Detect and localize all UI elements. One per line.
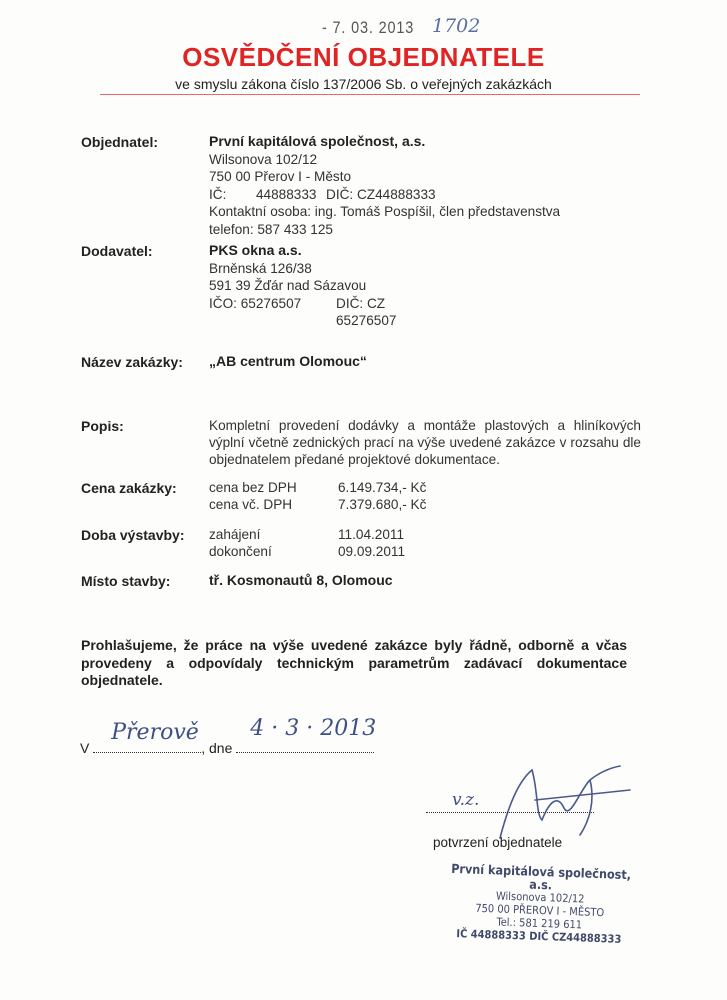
- objednatel-street: Wilsonova 102/12: [209, 151, 318, 167]
- objednatel-block: [209, 133, 560, 239]
- document-subtitle: ve smyslu zákona číslo 137/2006 Sb. o veřejných zakázkách: [175, 76, 552, 92]
- misto-label: Místo stavby:: [81, 573, 171, 589]
- document-title: OSVĚDČENÍ OBJEDNATELE: [182, 42, 545, 72]
- dodavatel-dic: DIČ: CZ 65276507: [336, 295, 397, 329]
- stamp-street: Wilsonova 102/12: [495, 889, 585, 906]
- stamp-name: První kapitálová společnost, a.s.: [450, 860, 632, 893]
- cena-row1-label: cena bez DPH: [209, 480, 297, 495]
- handwritten-reference-number: 1702: [432, 15, 481, 37]
- doba-rows: [209, 526, 469, 560]
- dodavatel-name: PKS okna a.s.: [209, 242, 302, 258]
- objednatel-city: 750 00 Přerov I - Město: [209, 169, 352, 185]
- cena-row1-value: 6.149.734,- Kč: [338, 480, 427, 495]
- date-dots: [236, 716, 377, 753]
- signature-caption: potvrzení objednatele: [433, 835, 563, 850]
- objednatel-ic: 44888333: [256, 186, 317, 202]
- nazev-label: Název zakázky:: [81, 354, 183, 370]
- doba-row2-value: 09.09.2011: [338, 544, 406, 559]
- place-date-line: [80, 716, 377, 756]
- signature-prefix: v.z.: [452, 790, 480, 810]
- cena-rows: [209, 479, 469, 513]
- date-handwritten: 4 · 3 · 2013: [250, 716, 377, 741]
- doba-row1-value: 11.04.2011: [338, 527, 405, 542]
- objednatel-contact: Kontaktní osoba: ing. Tomáš Pospíšil, člen představenstva: [209, 204, 561, 220]
- nazev-value: „AB centrum Olomouc“: [209, 353, 367, 369]
- dodavatel-block: [209, 242, 397, 329]
- popis-label: Popis:: [81, 418, 124, 434]
- doba-label: Doba výstavby:: [81, 527, 185, 543]
- place-handwritten: Přerově: [111, 720, 199, 745]
- dodavatel-city: 591 39 Žďár nad Sázavou: [209, 278, 367, 294]
- cena-label: Cena zakázky:: [81, 480, 177, 496]
- dodavatel-street: Brněnská 126/38: [209, 260, 312, 276]
- stamp-ids: IČ 44888333 DIČ CZ44888333: [456, 927, 622, 946]
- stamp-city: 750 00 PŘEROV I - MĚSTO: [475, 901, 605, 920]
- declaration-text: Prohlašujeme, že práce na výše uvedené zakázce byly řádně, odborně a včas provedeny a odpovídaly technickým parametrům zadávací dokumentace objednatele.: [81, 637, 627, 688]
- stamp-phone: Tel.: 581 219 611: [496, 915, 583, 932]
- cena-row2-value: 7.379.680,- Kč: [338, 497, 427, 512]
- signature-dots: [426, 812, 594, 813]
- cena-row2-label: cena vč. DPH: [209, 497, 293, 512]
- company-stamp: [439, 862, 642, 947]
- objednatel-dic: DIČ: CZ44888333: [326, 186, 436, 202]
- doba-row1-label: zahájení: [209, 527, 261, 542]
- objednatel-ic-label: IČ:: [209, 186, 227, 202]
- place-label: V: [80, 740, 90, 756]
- date-label: , dne: [201, 740, 233, 756]
- place-dots: [93, 720, 201, 753]
- popis-value: Kompletní provedení dodávky a montáže plastových a hliníkových výplní včetně zednických prací na výše uvedené zakázce v rozsahu dle objednatelem předané projektové dokumentace.: [209, 418, 641, 467]
- doba-row2-label: dokončení: [209, 544, 272, 559]
- objednatel-phone: telefon: 587 433 125: [209, 221, 333, 237]
- misto-value: tř. Kosmonautů 8, Olomouc: [209, 572, 393, 588]
- title-divider: [100, 94, 640, 95]
- received-date-stamp: - 7. 03. 2013: [322, 18, 415, 37]
- dodavatel-ico: IČO: 65276507: [209, 295, 302, 311]
- objednatel-label: Objednatel:: [81, 134, 159, 150]
- dodavatel-label: Dodavatel:: [81, 243, 153, 259]
- objednatel-name: První kapitálová společnost, a.s.: [209, 133, 426, 149]
